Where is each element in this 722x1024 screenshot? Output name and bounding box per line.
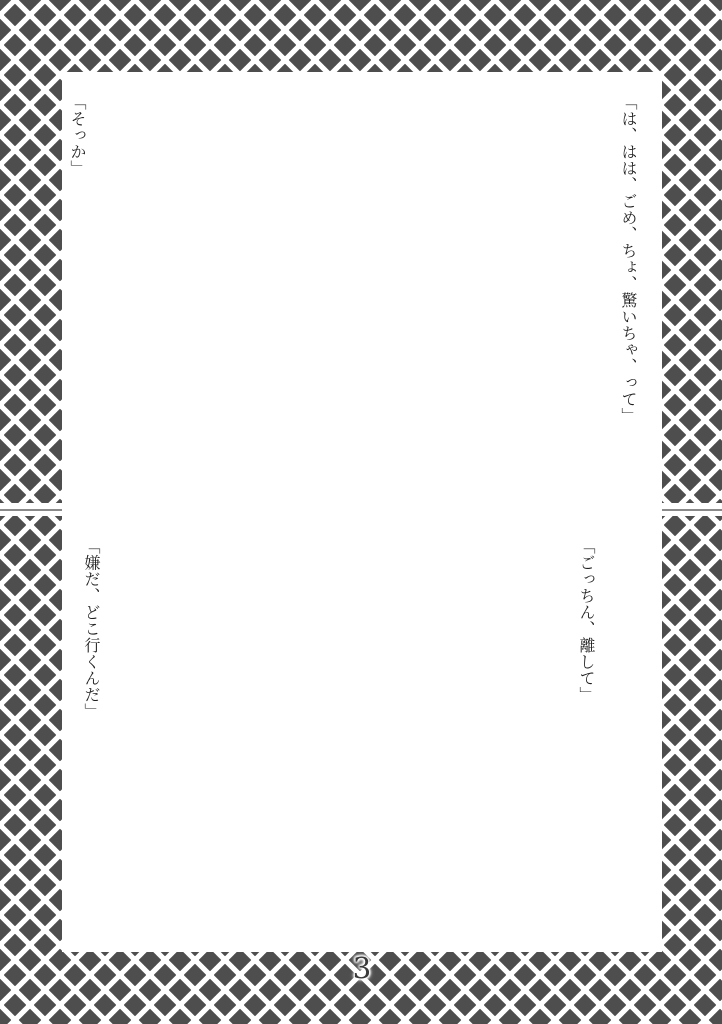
- text-column: 「は、はは、ごめ、ちょ、驚いちゃ、って」: [619, 94, 638, 424]
- page-number: 3: [352, 951, 372, 985]
- text-column: 「嫌だ、どこ行くんだ」: [82, 538, 101, 720]
- text-column: 「ごっちん、離して」: [577, 538, 596, 703]
- top-text-block: [68, 94, 643, 486]
- bottom-text-block: [82, 538, 600, 930]
- text-column: 「そっか」: [68, 94, 87, 177]
